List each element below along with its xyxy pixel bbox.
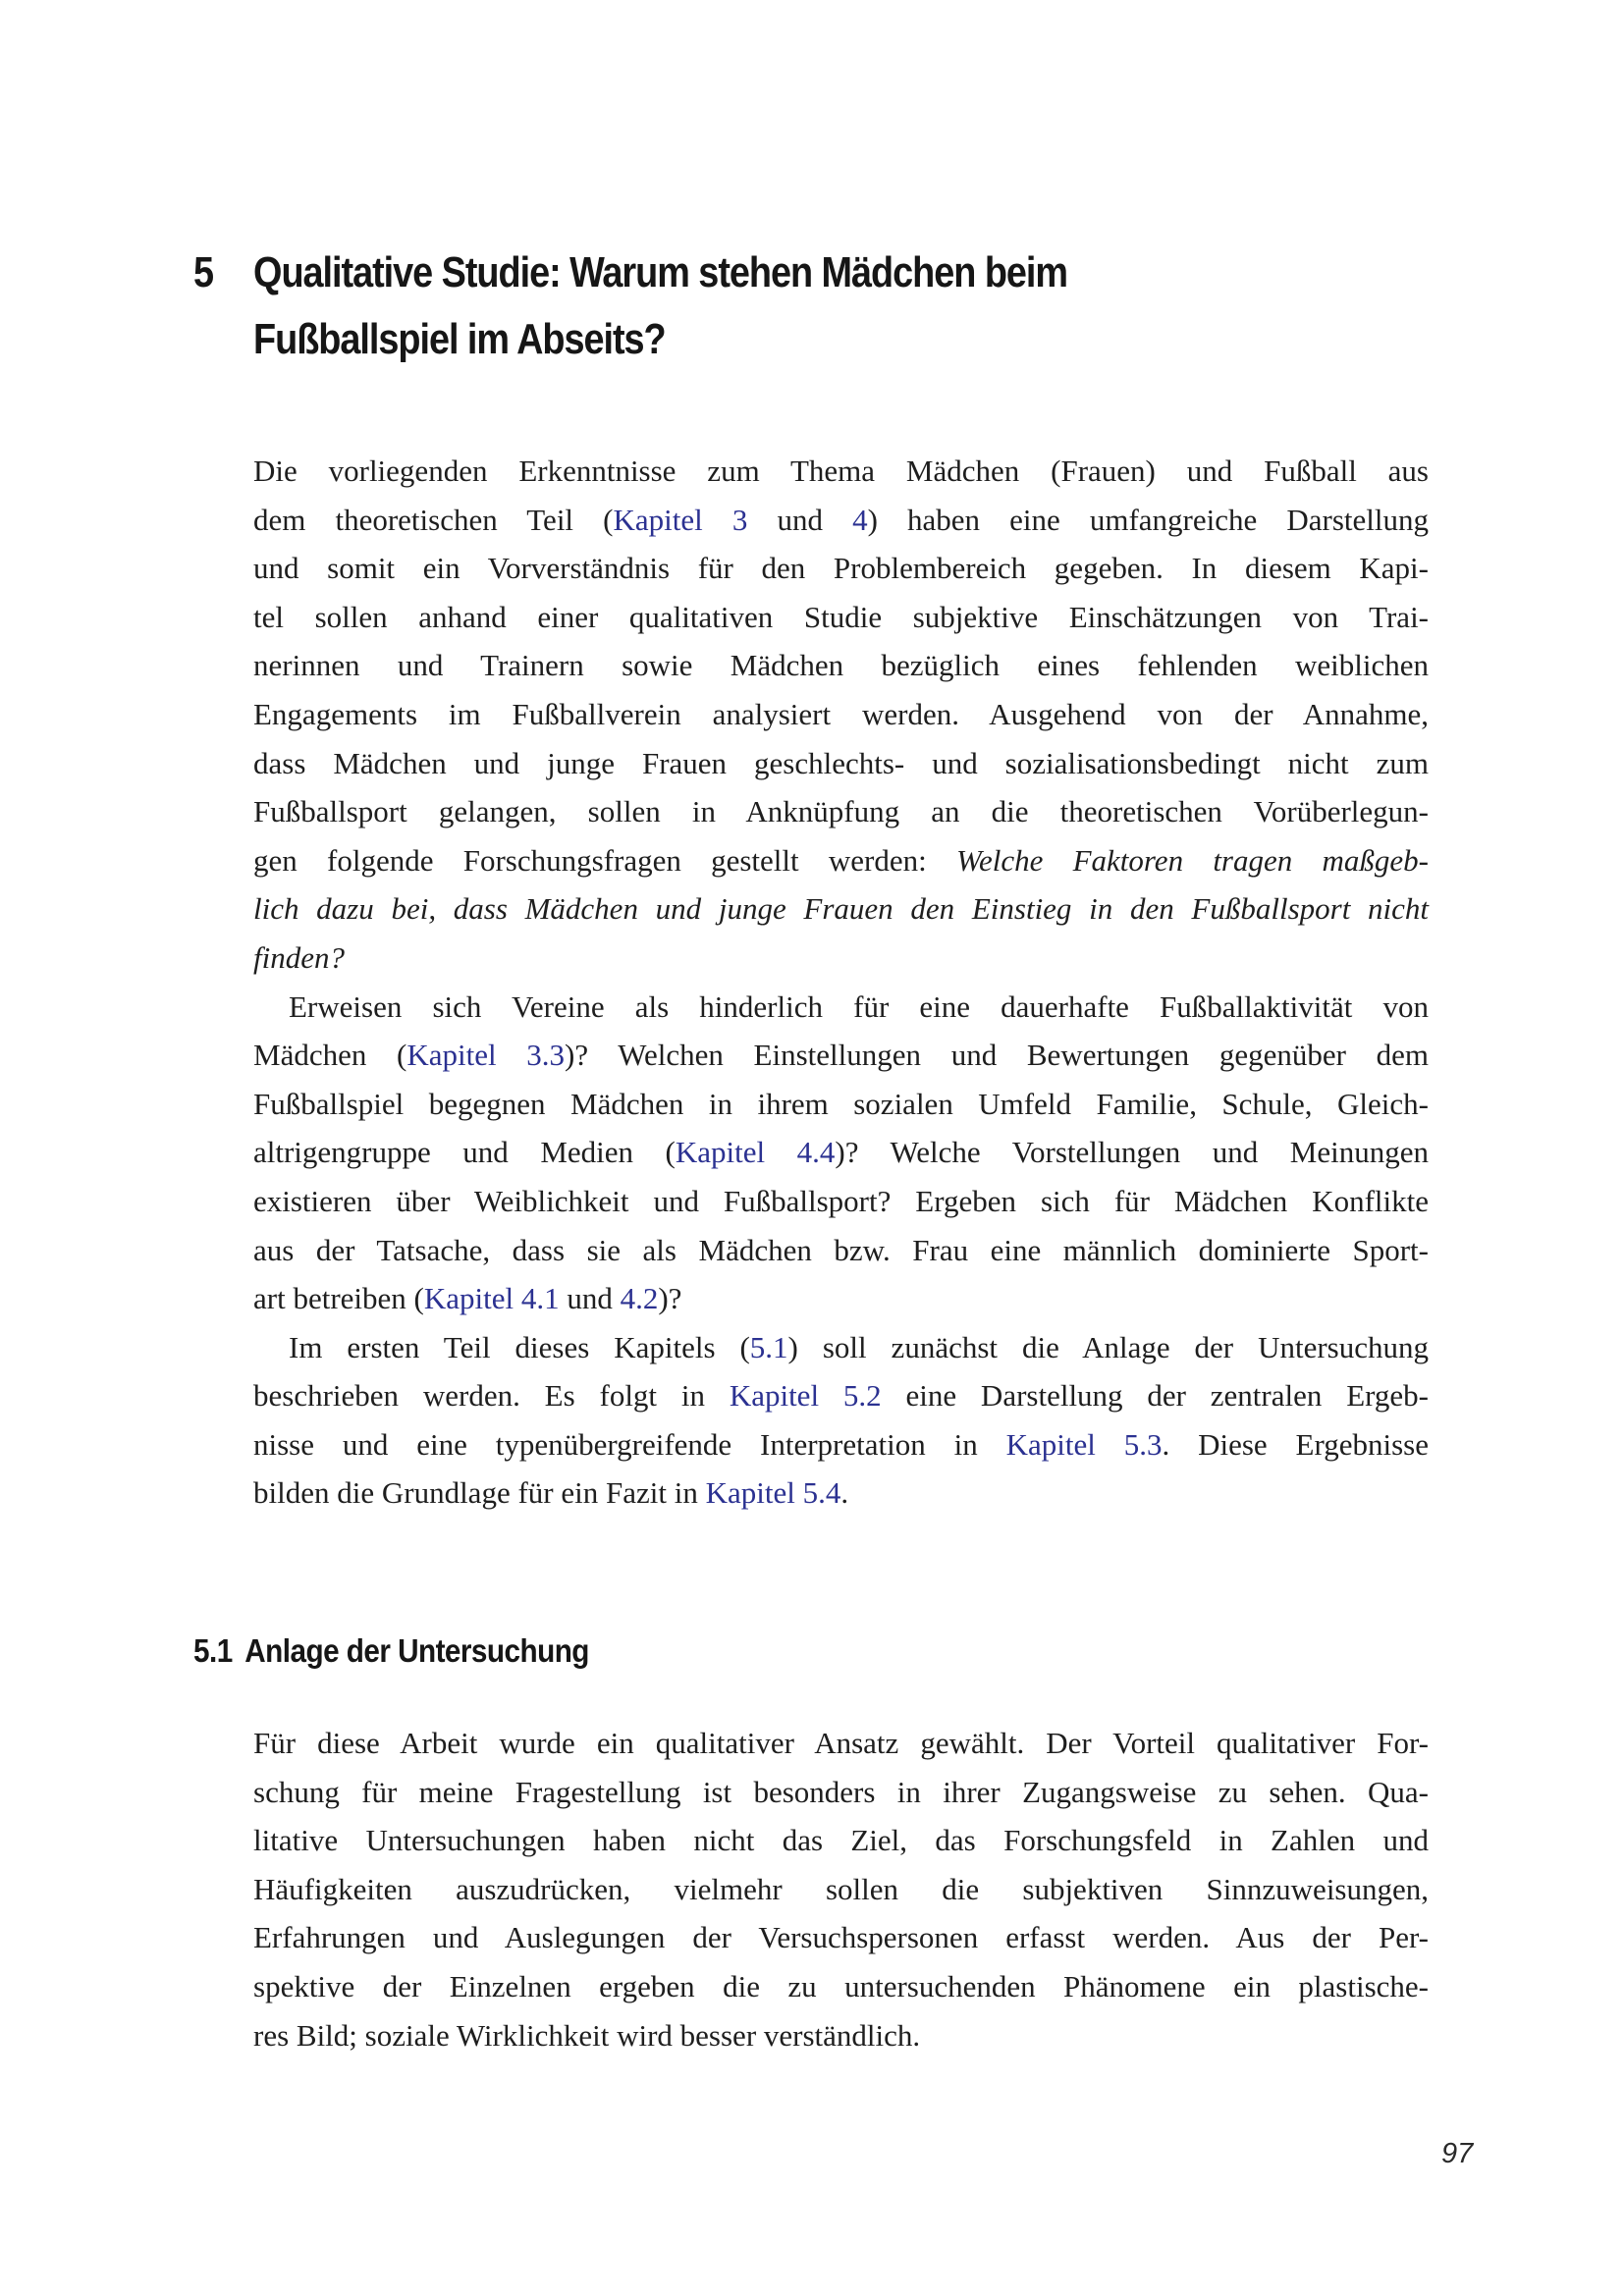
text-line: Die vorliegenden Erkenntnisse zum Thema Mädchen (Frauen) und Fußball aus	[253, 454, 1429, 488]
text-line: Fußballsport gelangen, sollen in Anknüpfung an die theoretischen Vorüberlegun-	[253, 794, 1429, 829]
chapter-title-line-1: Qualitative Studie: Warum stehen Mädchen beim	[253, 248, 1068, 296]
research-question-emphasis: Welche Faktoren tragen maßgeb-	[955, 842, 1429, 878]
page-number: 97	[1441, 2138, 1474, 2169]
text-line	[253, 1468, 1429, 1518]
link-kapitel-5-1[interactable]: 5.1	[749, 1329, 788, 1364]
text-line: res Bild; soziale Wirklichkeit wird besser verständlich.	[253, 2017, 921, 2053]
text-line	[253, 1274, 1429, 1323]
text-line: nerinnen und Trainern sowie Mädchen bezüglich eines fehlenden weiblichen	[253, 648, 1429, 683]
chapter-title-line-2: Fußballspiel im Abseits?	[253, 315, 666, 363]
section-title: Anlage der Untersuchung	[244, 1632, 589, 1669]
chapter-heading	[193, 240, 1249, 373]
link-kapitel-4-1[interactable]: Kapitel 4.1	[423, 1281, 560, 1316]
text-line: Fußballspiel begegnen Mädchen in ihrem sozialen Umfeld Familie, Schule, Gleich-	[253, 1086, 1429, 1121]
link-kapitel-4-4[interactable]: Kapitel 4.4	[675, 1135, 836, 1170]
text-run: .	[840, 1475, 849, 1511]
text-run: beschrieben werden. Es folgt in	[253, 1378, 730, 1414]
text-run: und	[747, 502, 853, 537]
text-line	[253, 1323, 1429, 1372]
intro-paragraph-3	[253, 1323, 1429, 1518]
section-paragraph-1	[253, 1719, 1429, 2059]
link-kapitel-4[interactable]: 4	[852, 502, 868, 537]
section-number: 5.1	[193, 1632, 233, 1669]
text-line	[253, 1371, 1429, 1420]
text-line	[253, 1420, 1429, 1469]
text-run: ) soll zunächst die Anlage der Untersuchung	[787, 1329, 1429, 1364]
intro-paragraph-1	[253, 447, 1429, 983]
text-line: schung für meine Fragestellung ist besonders in ihrer Zugangsweise zu sehen. Qua-	[253, 1774, 1429, 1809]
research-question-emphasis: lich dazu bei, dass Mädchen und junge Frauen den Einstieg in den Fußballsport nicht	[253, 891, 1429, 927]
text-line: Erfahrungen und Auslegungen der Versuchspersonen erfasst werden. Aus der Per-	[253, 1920, 1429, 1955]
text-line: und somit ein Vorverständnis für den Problembereich gegeben. In diesem Kapi-	[253, 551, 1429, 586]
text-run: gen folgende Forschungsfragen gestellt werden:	[253, 842, 956, 878]
link-kapitel-5-4[interactable]: Kapitel 5.4	[705, 1475, 841, 1511]
chapter-number: 5	[193, 248, 214, 296]
text-line: Engagements im Fußballverein analysiert werden. Ausgehend von der Annahme,	[253, 696, 1429, 731]
text-run: )? Welchen Einstellungen und Bewertungen gegenüber dem	[565, 1038, 1429, 1073]
text-line	[253, 836, 1429, 885]
text-run: . Diese Ergebnisse	[1162, 1426, 1429, 1462]
text-line	[253, 934, 1429, 983]
link-kapitel-3[interactable]: Kapitel 3	[613, 502, 748, 537]
link-kapitel-3-3[interactable]: Kapitel 3.3	[406, 1038, 566, 1073]
link-kapitel-4-2[interactable]: 4.2	[620, 1281, 659, 1316]
text-line	[253, 496, 1429, 545]
text-run: )? Welche Vorstellungen und Meinungen	[835, 1135, 1429, 1170]
text-line: Für diese Arbeit wurde ein qualitativer Ansatz gewählt. Der Vorteil qualitativer For-	[253, 1726, 1429, 1760]
text-line: Erweisen sich Vereine als hinderlich für eine dauerhafte Fußballaktivität von	[289, 988, 1429, 1024]
text-line: spektive der Einzelnen ergeben die zu untersuchenden Phänomene ein plastische-	[253, 1968, 1429, 2003]
text-line: existieren über Weiblichkeit und Fußballsport? Ergeben sich für Mädchen Konflikte	[253, 1183, 1429, 1218]
link-kapitel-5-3[interactable]: Kapitel 5.3	[1005, 1426, 1163, 1462]
section-heading	[193, 1629, 589, 1673]
text-run: und	[559, 1281, 621, 1316]
text-line: litative Untersuchungen haben nicht das Ziel, das Forschungsfeld in Zahlen und	[253, 1823, 1429, 1858]
link-kapitel-5-2[interactable]: Kapitel 5.2	[729, 1378, 882, 1414]
text-line	[253, 1031, 1429, 1080]
section-body	[253, 1719, 1429, 2059]
text-run: dem theoretischen Teil (	[253, 502, 614, 537]
text-run: Mädchen (	[253, 1038, 407, 1073]
research-question-emphasis: finden?	[253, 939, 345, 975]
intro-paragraph-2	[253, 983, 1429, 1323]
chapter-intro	[253, 447, 1429, 1518]
text-line: aus der Tatsache, dass sie als Mädchen bzw. Frau eine männlich dominierte Sport-	[253, 1232, 1429, 1267]
text-line	[253, 884, 1429, 934]
text-run: ) haben eine umfangreiche Darstellung	[867, 502, 1430, 537]
text-run: eine Darstellung der zentralen Ergeb-	[881, 1378, 1429, 1414]
text-run: )?	[658, 1281, 682, 1316]
text-line	[253, 1128, 1429, 1177]
text-run: bilden die Grundlage für ein Fazit in	[253, 1475, 706, 1511]
text-run: altrigengruppe und Medien (	[253, 1135, 676, 1170]
text-run: Im ersten Teil dieses Kapitels (	[289, 1329, 750, 1364]
text-line: Häufigkeiten auszudrücken, vielmehr sollen die subjektiven Sinnzuweisungen,	[253, 1871, 1429, 1906]
text-run: art betreiben (	[253, 1281, 424, 1316]
text-run: nisse und eine typenübergreifende Interpretation in	[253, 1426, 1006, 1462]
text-line: tel sollen anhand einer qualitativen Studie subjektive Einschätzungen von Trai-	[253, 599, 1429, 634]
text-line: dass Mädchen und junge Frauen geschlechts- und sozialisationsbedingt nicht zum	[253, 745, 1429, 780]
